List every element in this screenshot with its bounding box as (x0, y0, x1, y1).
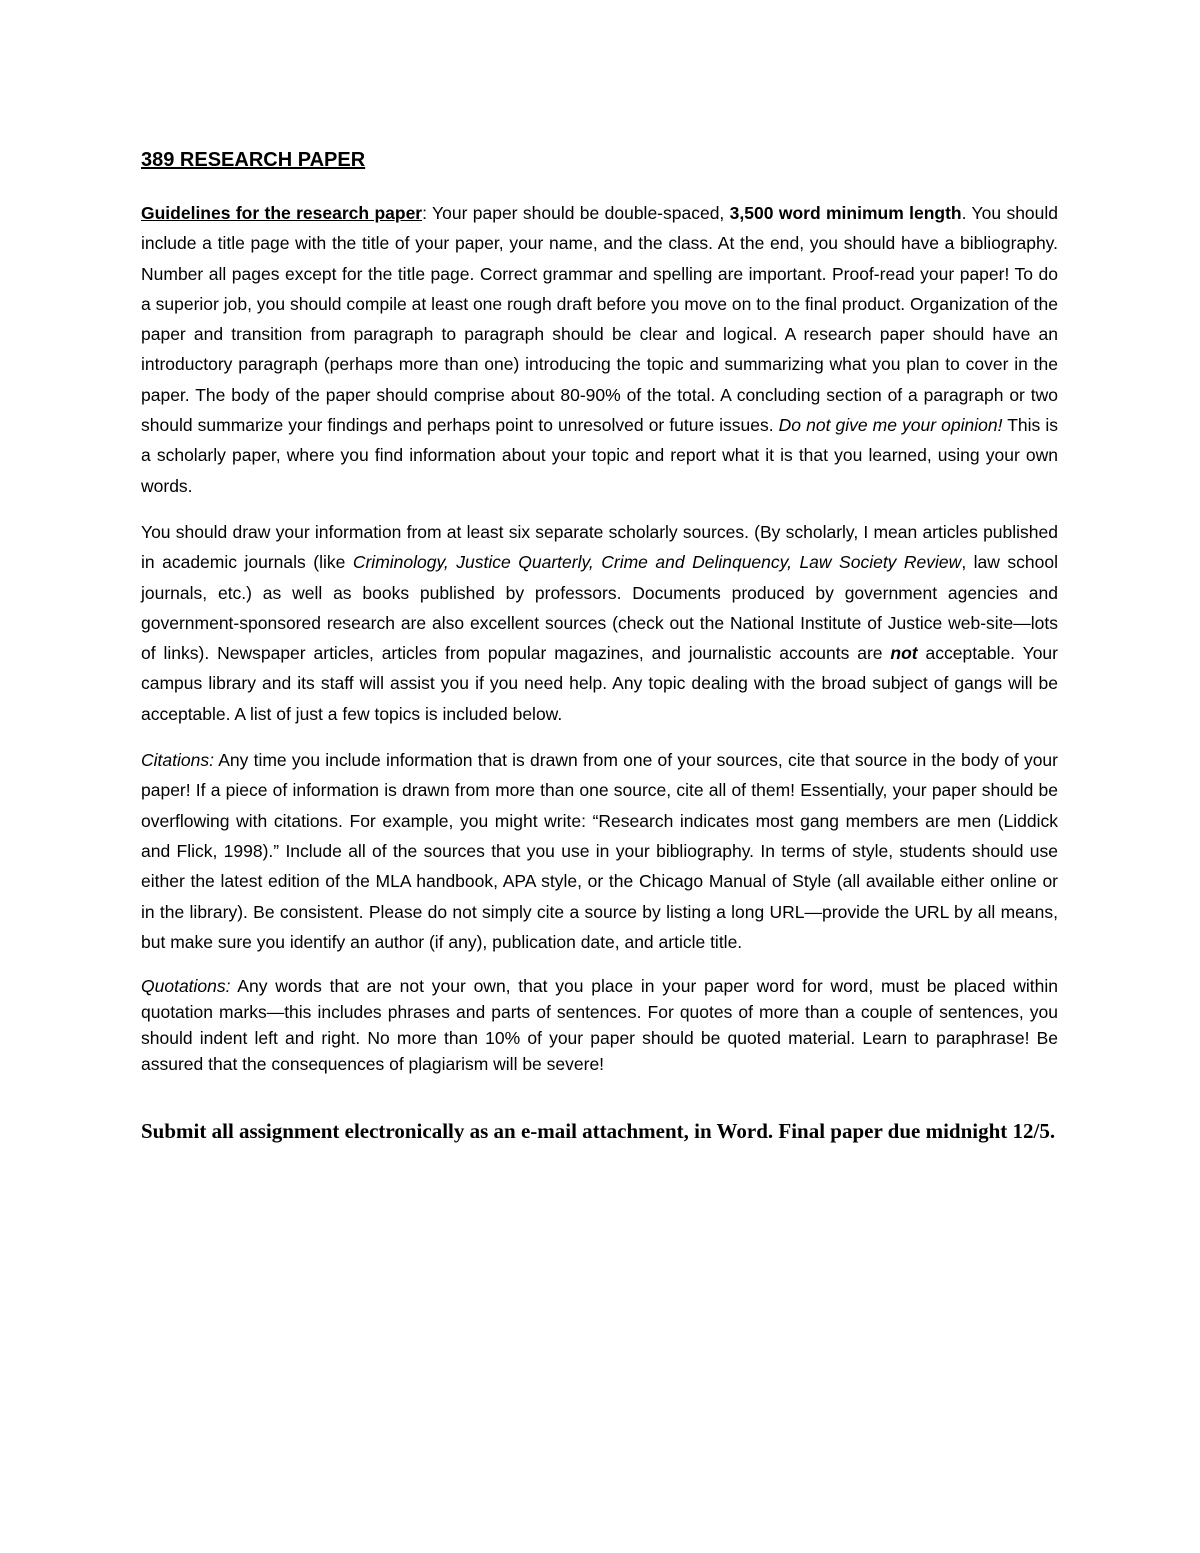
guidelines-lead: Guidelines for the research paper (141, 203, 423, 223)
sources-paragraph (141, 517, 1058, 729)
submission-instructions: Submit all assignment electronically as an e-mail attachment, in Word. Final paper due midnight 12/5. (141, 1119, 1056, 1144)
citations-paragraph (141, 745, 1058, 957)
guidelines-length-requirement: 3,500 word minimum length (729, 203, 962, 223)
sources-not-emphasis: not (890, 643, 918, 664)
quotations-paragraph (141, 973, 1058, 1077)
guidelines-text-3: This is a scholarly paper, where you find information about your topic and report what it is that you learned, using your own words. (141, 415, 1058, 496)
sources-text-2: , law school journals, etc.) as well as books published by professors. Documents produced by government agencies and government-sponsored research are also excellent sources (check out the National Institute of Justice web-site—lots of links). Newspaper articles, articles from popular magazines, and journalistic accounts are (141, 552, 1058, 664)
quotations-text: Any words that are not your own, that you place in your paper word for word, must be placed within quotation marks—this includes phrases and parts of sentences. For quotes of more than a couple of sentences, you should indent left and right. No more than 10% of your paper should be quoted material. Learn to paraphrase! Be assured that the consequences of plagiarism will be severe! (141, 976, 1058, 1075)
sources-journal-names: Criminology, Justice Quarterly, Crime and Delinquency, Law Society Review (352, 552, 962, 573)
document-title: 389 RESEARCH PAPER (141, 149, 366, 171)
document-page (141, 146, 1058, 1143)
sources-text-3: acceptable. Your campus library and its staff will assist you if you need help. Any topic dealing with the broad subject of gangs will be acceptable. A list of just a few topics is included below. (141, 643, 1058, 724)
citations-lead: Citations: (141, 750, 214, 771)
guidelines-paragraph (141, 198, 1058, 501)
sources-text-1: You should draw your information from at least six separate scholarly sources. (By scholarly, I mean articles published in academic journals (like (141, 521, 1058, 573)
citations-text: Any time you include information that is drawn from one of your sources, cite that source in the body of your paper! If a piece of information is drawn from more than one source, cite all of them! Essentially, your paper should be overflowing with citations. For example, you might write: “Research indicates most gang members are men (Liddick and Flick, 1998).” Include all of the sources that you use in your bibliography. In terms of style, students should use either the latest edition of the MLA handbook, APA style, or the Chicago Manual of Style (all available either online or in the library). Be consistent. Please do not simply cite a source by listing a long URL—provide the URL by all means, but make sure you identify an author (if any), publication date, and article title. (141, 750, 1058, 952)
guidelines-text-2: . You should include a title page with the title of your paper, your name, and the class. At the end, you should have a bibliography. Number all pages except for the title page. Correct grammar and spelling are important. Proof-read your paper! To do a superior job, you should compile at least one rough draft before you move on to the final product. Organization of the paper and transition from paragraph to paragraph should be clear and logical. A research paper should have an introductory paragraph (perhaps more than one) introducing the topic and summarizing what you plan to cover in the paper. The body of the paper should comprise about 80-90% of the total. A concluding section of a paragraph or two should summarize your findings and perhaps point to unresolved or future issues. (141, 203, 1059, 436)
guidelines-opinion-note: Do not give me your opinion! (778, 415, 1003, 436)
quotations-lead: Quotations: (141, 976, 231, 997)
guidelines-text-1: : Your paper should be double-spaced, (422, 203, 730, 223)
